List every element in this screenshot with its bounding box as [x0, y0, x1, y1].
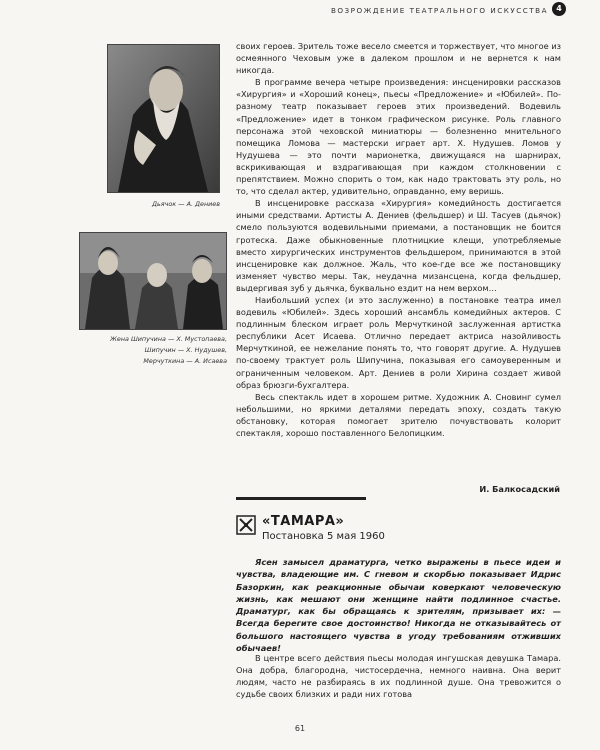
caption-line: Мерчуткина — А. Исаева [143, 357, 227, 365]
caption-line: Жена Шипучина — Х. Мустопаева, [110, 335, 227, 343]
section-divider [236, 497, 366, 500]
caption-line: Шипучин — Х. Нудушев, [144, 346, 227, 354]
running-header: ВОЗРОЖДЕНИЕ ТЕАТРАЛЬНОГО ИСКУССТВА [330, 6, 548, 15]
paragraph: Наибольший успех (и это заслуженно) в постановке театра имел водевиль «Юбилей». Здесь хороший ансамбль комедийных актеров. С подлинным блеском играет роль Мерчуткиной заслуженная артистка республики Асет Исаева. Отлично передает актриса назойливость Мерчуткиной, ее нежелание понять то, что говорят другие. А. Нудушев по-своему трактует роль Шипучина, показывая его самоуверенным и ограниченным человеком. Арт. Дениев в роли Хирина создает живой образ брюзги-бухгалтера. [236, 294, 561, 390]
ornament-icon [236, 515, 256, 539]
section-title: «ТАМАРА» [262, 514, 345, 529]
photo-trio [79, 232, 227, 330]
paragraph: В инсценировке рассказа «Хирургия» комедийность достигается иными средствами. Артисты А. Дениев (фельдшер) и Ш. Тасуев (дьячок) смело пользуются водевильными приемами, а постановщик не боится гротеска. Даже обыкновенные плотницкие клещи, употребляемые вместо хирургических инструментов фельдшером, принимаются в этой инсценировке как должное. Жаль, что кое-где все же постановщику изменяет чувство меры. Так, неудачна мизансцена, когда фельдшер, выдергивая зуб у дьячка, буквально ездит на нем верхом… [236, 198, 561, 293]
article-column [236, 40, 561, 439]
caption-trio [70, 334, 227, 367]
paragraph: В программе вечера четыре произведения: инсценировки рассказов «Хирургия» и «Хороший конец», пьесы «Предложение» и «Юбилей». По-разному театр показывает героев этих произведений. Водевиль «Предложение» идет в тонком графическом рисунке. Роль главного персонажа этой чеховской миниатюры — болезненно мнительного помещика Ломова — мастерски играет арт. Х. Нудушев. Ломов у Нудушева — это почти марионетка, движущаяся на шарнирах, вскрикивающая и вздрагивающая при каждом столкновении с препятствием. Можно спорить о том, как надо трактовать эту роль, но то, что сделал актер, удивительно, оправданно, ему веришь. [236, 77, 561, 197]
page-number: 61 [294, 724, 306, 733]
photo-deacon [107, 44, 220, 193]
chapter-badge: 4 [552, 2, 566, 16]
paragraph: В центре всего действия пьесы молодая ингушская девушка Тамара. Она добра, благородна, чистосердечна, немного наивна. Она верит людям, часто не разбираясь в их подлинной душе. Она тревожится о судьбе своих близких и ради них готова [236, 653, 561, 700]
caption-deacon: Дьячок — А. Дениев [152, 200, 220, 208]
paragraph: Весь спектакль идет в хорошем ритме. Художник А. Сновинг сумел небольшими, но яркими деталями передать эпоху, создать такую обстановку, которая помогает зрителю почувствовать колорит спектакля, хорошо поставленного Белопицким. [236, 391, 561, 438]
section-subtitle: Постановка 5 мая 1960 [262, 531, 385, 542]
paragraph: своих героев. Зритель тоже весело смеется и торжествует, что многое из осмеянного Чеховым уже в далеком прошлом и не вернется к нам никогда. [236, 41, 561, 76]
section-body [236, 652, 561, 700]
section-lead [236, 556, 561, 654]
lead-paragraph: Ясен замысел драматурга, четко выражены в пьесе идеи и чувства, владеющие им. С гневом и скорбью показывает Идрис Базоркин, как реакционные обычаи коверкают человеческую жизнь, как мешают они женщине найти подлинное счастье. Драматург, как бы обращаясь к зрителям, призывает их: — Всегда берегите свое достоинство! Никогда не отказывайтесь от большого настоящего чувства в угоду требованиям отживших обычаев! [236, 557, 561, 654]
article-author: И. Балкосадский [479, 484, 560, 494]
